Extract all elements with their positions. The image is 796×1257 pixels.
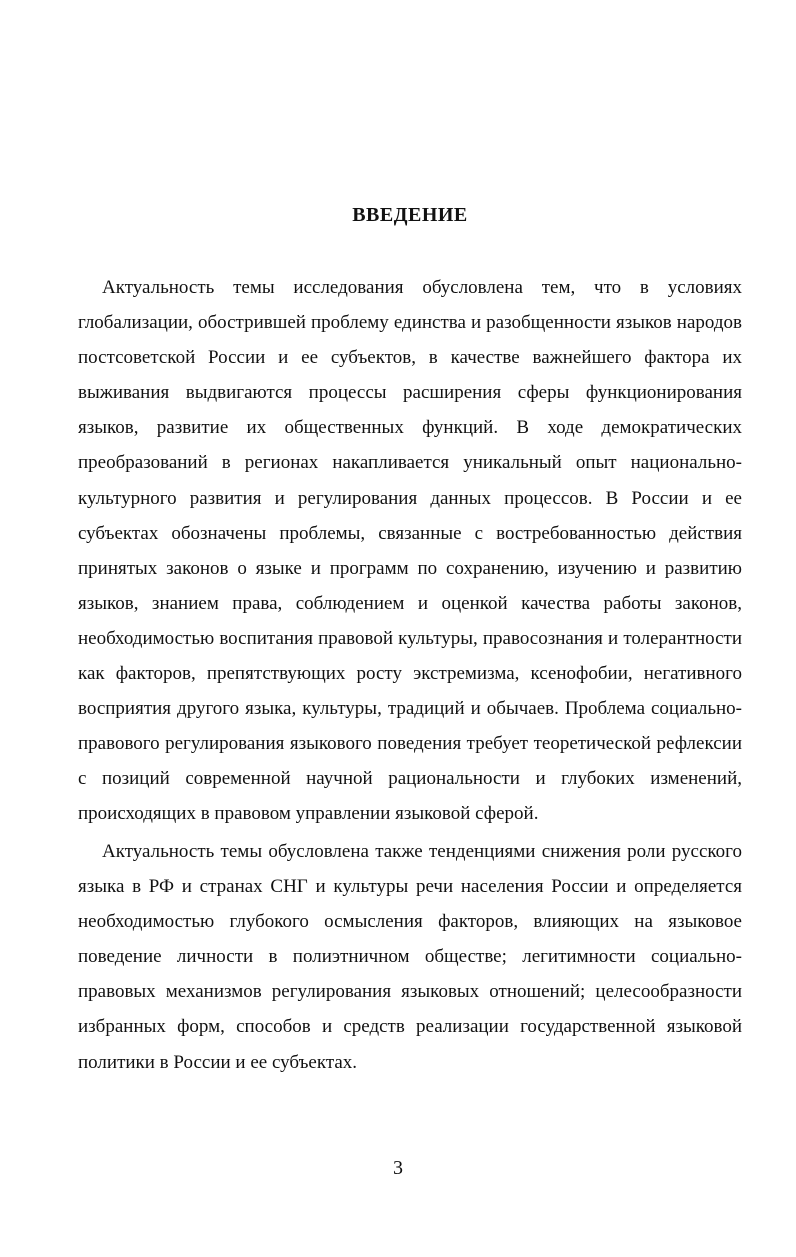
page-number: 3 — [393, 1157, 403, 1179]
paragraph-relevance: Актуальность темы исследования обусловлена тем, что в условиях глобализации, обострившей проблему единства и разобщенности языков народов постсоветской России и ее субъектов, в качестве важнейшего фактора их выживания выдвигаются процессы расширения сферы функционирования языков, развитие их общественных функций. В ходе демократических преобразований в регионах накапливается уникальный опыт национально-культурного развития и регулирования данных процессов. В России и ее субъектах обозначены проблемы, связанные с востребованностью действия принятых законов о языке и программ по сохранению, изучению и развитию языков, знанием права, соблюдением и оценкой качества работы законов, необходимостью воспитания правовой культуры, правосознания и толерантности как факторов, препятствующих росту экстремизма, ксенофобии, негативного восприятия другого языка, культуры, традиций и обычаев. Проблема социально-правового регулирования языкового поведения требует теоретической рефлексии с позиций современной научной рациональности и глубоких изменений, происходящих в правовом управлении языковой сферой. — [78, 277, 742, 825]
section-title: ВВЕДЕНИЕ — [352, 204, 468, 226]
paragraph-relevance-continued: Актуальность темы обусловлена также тенденциями снижения роли русского языка в РФ и странах СНГ и культуры речи населения России и определяется необходимостью глубокого осмысления факторов, влияющих на языковое поведение личности в полиэтничном обществе; легитимности социально-правовых механизмов регулирования языковых отношений; целесообразности избранных форм, способов и средств реализации государственной языковой политики в России и ее субъектах. — [78, 841, 742, 1073]
